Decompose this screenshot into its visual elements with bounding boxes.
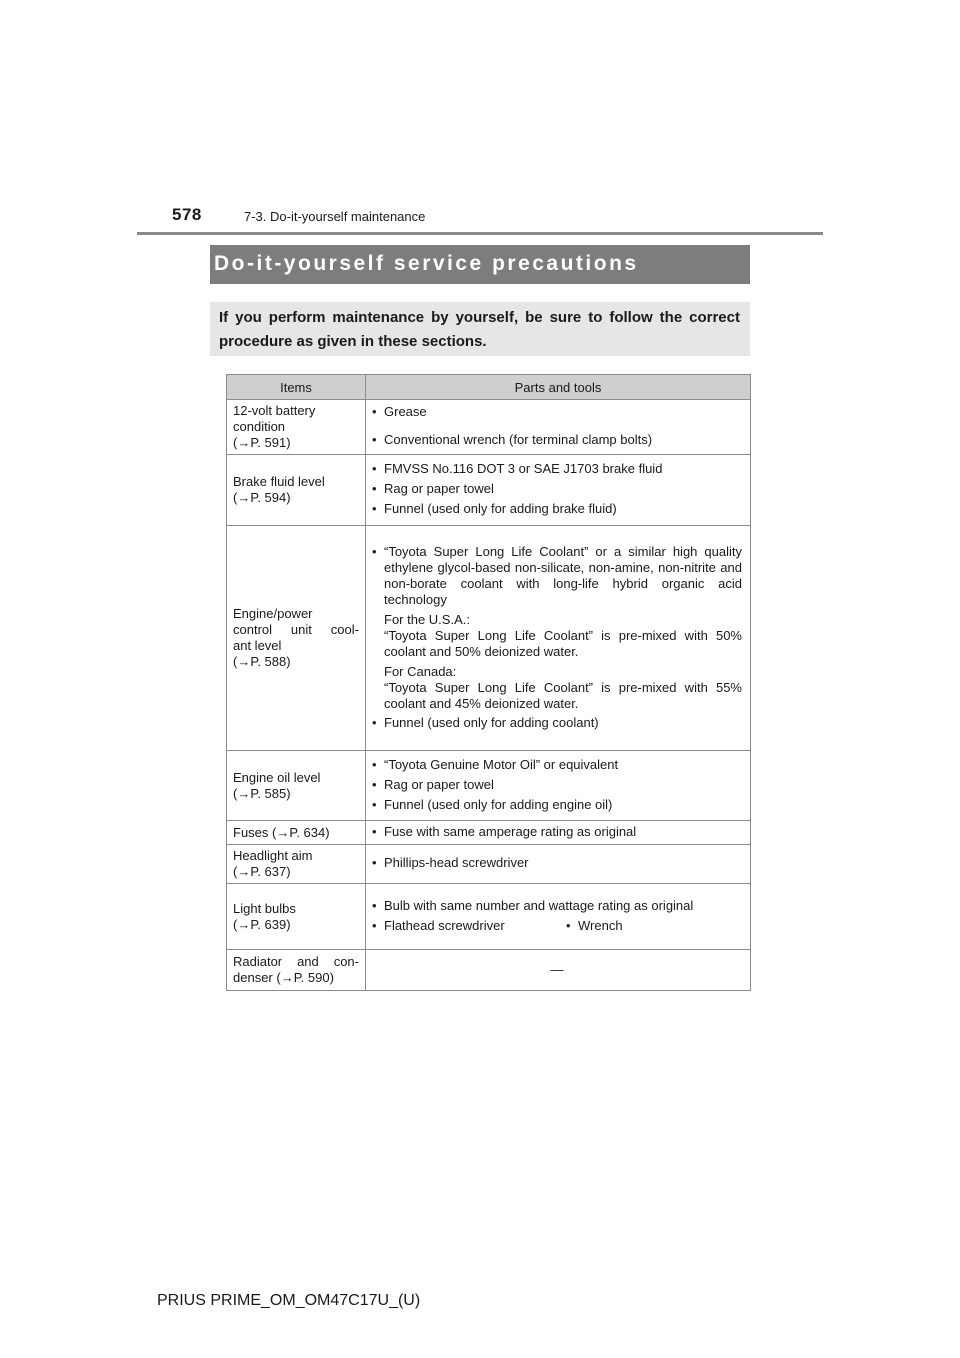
item-cell: Brake fluid level (→P. 594) <box>227 455 366 526</box>
item-cell: Headlight aim (→P. 637) <box>227 845 366 884</box>
item-cell: Light bulbs (→P. 639) <box>227 884 366 950</box>
canada-note: For Canada: “Toyota Super Long Life Coolant” is pre-mixed with 55% coolant and 45% deionized water. <box>384 663 742 711</box>
table-row <box>227 751 751 821</box>
item-cell: Radiator and con- denser (→P. 590) <box>227 950 366 991</box>
parts-cell <box>366 845 751 884</box>
list-item: • Phillips-head screwdriver <box>372 855 742 871</box>
table-row <box>227 950 751 991</box>
page-title: Do-it-yourself service precautions <box>214 252 639 275</box>
list-item: • Rag or paper towel <box>372 777 742 793</box>
table-row <box>227 884 751 950</box>
list-item: • “Toyota Genuine Motor Oil” or equivalent <box>372 757 742 773</box>
section-title: 7-3. Do-it-yourself maintenance <box>244 209 426 224</box>
intro-box: If you perform maintenance by yourself, be sure to follow the correct procedure as given in these sections. <box>210 302 750 356</box>
list-item: • Funnel (used only for adding coolant) <box>372 715 742 731</box>
list-item: • Conventional wrench (for terminal clamp bolts) <box>372 432 742 448</box>
item-cell: Engine/power control unit cool- ant level (→P. 588) <box>227 526 366 751</box>
list-item: • Funnel (used only for adding brake fluid) <box>372 501 742 517</box>
table-row <box>227 845 751 884</box>
list-item: • Funnel (used only for adding engine oil) <box>372 797 742 813</box>
list-item: • FMVSS No.116 DOT 3 or SAE J1703 brake fluid <box>372 461 742 477</box>
item-cell: 12-volt battery condition (→P. 591) <box>227 400 366 455</box>
table-row <box>227 455 751 526</box>
item-cell: Engine oil level (→P. 585) <box>227 751 366 821</box>
list-item-pair: • Flathead screwdriver • Wrench <box>372 918 742 934</box>
table-header-row <box>227 375 751 400</box>
parts-cell <box>366 455 751 526</box>
table-row <box>227 400 751 455</box>
list-item: • “Toyota Super Long Life Coolant” or a similar high quality ethylene glycol-based non-silicate, non-amine, non-nitrite and non-borate coolant with long-life hybrid organic acid technology <box>372 544 742 608</box>
parts-cell <box>366 821 751 845</box>
list-item: • Fuse with same amperage rating as original <box>372 824 742 840</box>
column-header-parts: Parts and tools <box>366 375 751 400</box>
list-item: • Grease <box>372 404 742 420</box>
parts-table <box>226 374 751 991</box>
parts-cell <box>366 400 751 455</box>
parts-cell <box>366 884 751 950</box>
list-item: • Bulb with same number and wattage rating as original <box>372 898 742 914</box>
footer-doc-code: PRIUS PRIME_OM_OM47C17U_(U) <box>157 1292 421 1309</box>
header-divider <box>137 232 823 235</box>
no-parts-dash: — <box>550 962 564 977</box>
parts-cell <box>366 751 751 821</box>
table-row <box>227 526 751 751</box>
page-banner <box>210 245 750 284</box>
usa-note: For the U.S.A.: “Toyota Super Long Life Coolant” is pre-mixed with 50% coolant and 50% deionized water. <box>384 611 742 659</box>
item-cell: Fuses (→P. 634) <box>227 821 366 845</box>
table-row <box>227 821 751 845</box>
parts-cell <box>366 950 751 991</box>
column-header-items: Items <box>227 375 366 400</box>
page-number: 578 <box>172 205 202 224</box>
parts-cell <box>366 526 751 751</box>
list-item: • Rag or paper towel <box>372 481 742 497</box>
